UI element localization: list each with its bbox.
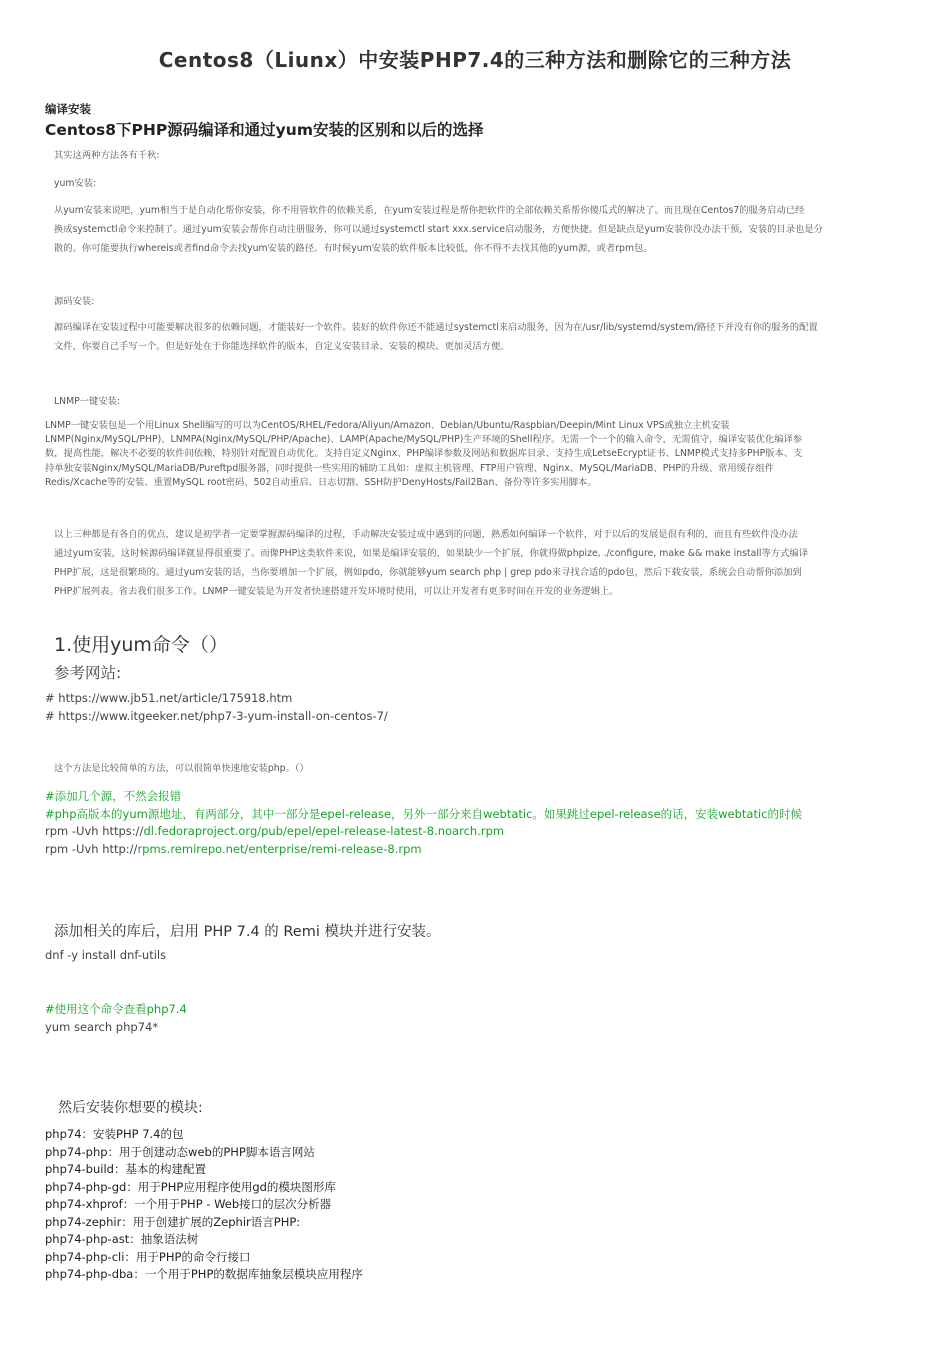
list-item <box>45 1161 363 1179</box>
lnmp-line-1: LNMP一键安装包是一个用Linux Shell编写的可以为CentOS/RHEL/Fedora/Aliyun/Amazon、Debian/Ubuntu/Raspbian/Deepin/Mint Linux VPS或独立主机安装 <box>45 420 730 431</box>
yum-line-2: 换成systemctl命令来控制了。通过yum安装会帮你自动注册服务，你可以通过systemctl start xxx.service启动服务，方便快捷。但是缺点是yum安装你没办法干预，安装的目录也是分 <box>54 224 823 235</box>
reference-link-1[interactable]: # https://www.jb51.net/article/175918.htm <box>45 691 293 705</box>
lnmp-paragraph <box>45 419 900 490</box>
list-item <box>45 1126 363 1144</box>
module-desc: ：用于PHP的命令行接口 <box>124 1249 251 1264</box>
summary-line-4: PHP扩展列表。省去我们很多工作。LNMP一键安装是为开发者快速搭建开发环境时使用，可以让开发者有更多时间在开发的业务逻辑上。 <box>54 586 619 597</box>
source-label: 源码安装: <box>54 296 95 307</box>
module-name: php74-php-cli <box>45 1249 125 1264</box>
module-name: php74-php <box>45 1144 108 1159</box>
section-label: 编译安装 <box>45 102 91 116</box>
module-desc: ：基本的构建配置 <box>113 1162 206 1176</box>
page-title: Centos8（Liunx）中安装PHP7.4的三种方法和删除它的三种方法 <box>158 48 792 72</box>
list-item <box>45 1249 363 1267</box>
cmd-2-url[interactable]: rpms.remirepo.net/enterprise/remi-release-8.rpm <box>137 841 422 856</box>
lnmp-line-3: 数，提高性能，解决不必要的软件间依赖，特别针对配置自动优化。支持自定义Nginx、PHP编译参数及网站和数据库目录、支持生成LetseEcrypt证书、LNMP模式支持多PHP版本、支 <box>45 448 803 460</box>
list-item <box>45 1214 363 1232</box>
module-name: php74-build <box>45 1162 114 1176</box>
summary-line-1: 以上三种都是有各自的优点，建议是初学者一定要掌握源码编译的过程，手动解决安装过成中遇到的问题，熟悉如何编译一个软件，对于以后的发展是很有利的，而且有些软件没办法 <box>54 529 798 540</box>
code-comment-1: #添加几个源，不然会报错 <box>45 789 182 803</box>
list-item <box>45 1179 363 1197</box>
module-desc: ：抽象语法树 <box>129 1232 199 1246</box>
list-item <box>45 1144 363 1162</box>
module-desc: ：安装PHP 7.4的包 <box>81 1127 184 1141</box>
lnmp-line-4: 持单独安装Nginx/MySQL/MariaDB/Pureftpd服务器，同时提供一些实用的辅助工具如：虚拟主机管理、FTP用户管理、Nginx、MySQL/MariaDB、PHP的升级、常用缓存组件 <box>45 462 774 474</box>
module-desc: ：用于创建动态web的PHP脚本语言网站 <box>107 1144 315 1159</box>
list-item <box>45 1266 363 1284</box>
module-name: php74-php-gd <box>45 1179 127 1194</box>
yum-label: yum安装: <box>54 178 97 189</box>
module-desc: ：用于PHP应用程序使用gd的模块图形库 <box>126 1179 336 1194</box>
code-command-1 <box>45 823 905 841</box>
module-name: php74-xhprof <box>45 1197 123 1211</box>
module-desc: ：一个用于PHP - Web接口的层次分析器 <box>122 1197 332 1211</box>
source-line-1: 源码编译在安装过程中可能要解决很多的依赖问题，才能装好一个软件。装好的软件你还不能通过systemctl来启动服务，因为在/usr/lib/systemd/system/路径下并没有你的服务的配置 <box>54 322 818 333</box>
install-commands <box>45 788 905 858</box>
lnmp-line-5: Redis/Xcache等的安装、重置MySQL root密码、502自动重启、日志切割、SSH防护DenyHosts/Fail2Ban、备份等许多实用脚本。 <box>45 476 597 488</box>
cmd-1-url[interactable]: dl.fedoraproject.org/pub/epel/epel-release-latest-8.noarch.rpm <box>143 824 505 838</box>
code-comment-2: #php高版本的yum源地址，有两部分，其中一部分是epel-release，另外一部分来自webtatic。如果跳过epel-release的话，安装webtatic的时候 <box>45 806 803 821</box>
module-list <box>45 1126 363 1284</box>
list-item <box>45 1196 363 1214</box>
lnmp-label: LNMP一键安装: <box>54 396 121 407</box>
yum-paragraph <box>54 201 899 258</box>
lnmp-line-2: LNMP(Nginx/MySQL/PHP)、LNMPA(Nginx/MySQL/PHP/Apache)、LAMP(Apache/MySQL/PHP)生产环境的Shell程序。无需一个一个的输入命令，无需值守，编译安装优化编译参 <box>45 434 803 446</box>
code-command-2 <box>45 841 905 859</box>
reference-label: 参考网站: <box>54 664 122 682</box>
code-command-4: yum search php74* <box>45 1019 159 1034</box>
enable-module-text: 添加相关的库后，启用 PHP 7.4 的 Remi 模块并进行安装。 <box>54 924 441 940</box>
yum-line-3: 散的。你可能要执行whereis或者find命令去找yum安装的路径。有时候yum安装的软件版本比较低，你不得不去找其他的yum源，或者rpm包。 <box>54 243 653 254</box>
module-desc: ：用于创建扩展的Zephir语言PHP: <box>121 1214 301 1229</box>
intro-text: 其实这两种方法各有千秋: <box>54 150 160 161</box>
code-command-3: dnf -y install dnf-utils <box>45 948 167 962</box>
summary-line-3: PHP扩展，这是很繁琐的。通过yum安装的话，当你要增加一个扩展，例如pdo，你就能够yum search php | grep pdo来寻找合适的pdo包，然后下载安装，系统会自动帮你添加到 <box>54 567 802 578</box>
reference-links <box>45 690 388 725</box>
code-comment-3: #使用这个命令查看php7.4 <box>45 1002 187 1016</box>
method1-heading: 1.使用yum命令（） <box>54 634 228 656</box>
reference-link-2[interactable]: # https://www.itgeeker.net/php7-3-yum-install-on-centos-7/ <box>45 708 388 723</box>
module-name: php74-php-dba <box>45 1267 134 1281</box>
search-commands <box>45 1001 187 1036</box>
summary-paragraph <box>54 525 899 601</box>
source-line-2: 文件，你要自己手写一个。但是好处在于你能选择软件的版本，自定义安装目录、安装的模块。更加灵活方便。 <box>54 341 510 352</box>
summary-line-2: 通过yum安装，这时候源码编译就显得很重要了。而像PHP这类软件来说，如果是编译安装的，如果缺少一个扩展，你就得做phpize, ./configure, make && make install等方式编译 <box>54 548 808 559</box>
cmd-2-prefix: rpm -Uvh http:// <box>45 841 138 856</box>
section-heading: Centos8下PHP源码编译和通过yum安装的区别和以后的选择 <box>45 121 484 139</box>
simple-note: 这个方法是比较简单的方法，可以很简单快速地安装php。（） <box>54 763 309 774</box>
cmd-1-prefix: rpm -Uvh https:// <box>45 824 144 838</box>
modules-lead: 然后安装你想要的模块: <box>58 1100 203 1116</box>
module-name: php74-php-ast <box>45 1232 130 1246</box>
source-paragraph <box>54 318 899 356</box>
module-desc: ：一个用于PHP的数据库抽象层模块应用程序 <box>133 1267 363 1281</box>
list-item <box>45 1231 363 1249</box>
module-name: php74-zephir <box>45 1214 122 1229</box>
yum-line-1: 从yum安装来说吧，yum相当于是自动化帮你安装，你不用管软件的依赖关系，在yum安装过程是帮你把软件的全部依赖关系帮你傻瓜式的解决了。而且现在Centos7的服务启动已经 <box>54 205 805 216</box>
module-name: php74 <box>45 1127 82 1141</box>
